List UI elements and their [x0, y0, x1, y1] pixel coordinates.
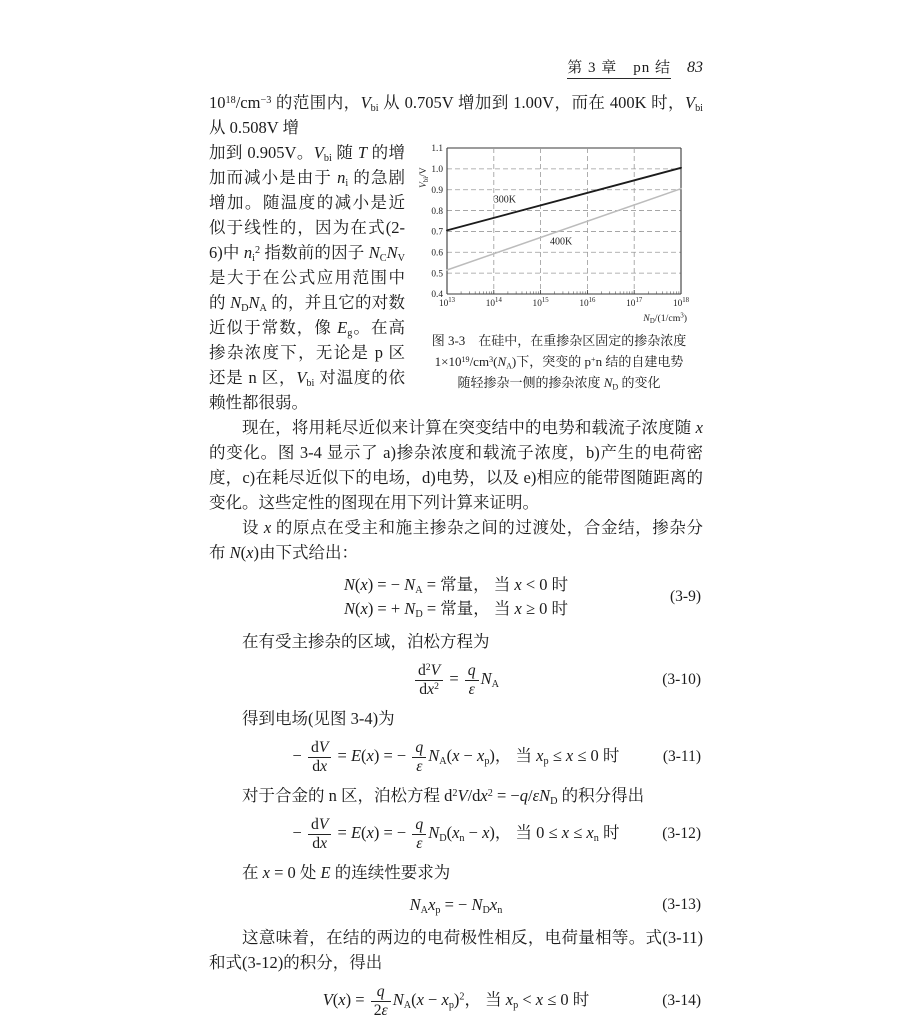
equation-3-13-body: $N_Ax_p$ = − $N_Dx_n$ — [409, 895, 503, 917]
figure-3-3 — [415, 142, 703, 393]
x-tick-label: $10^{14}$ — [485, 297, 502, 309]
paragraph-intro-line: $10^{18}/cm^{-3}$ 的范围内，$V_{bi}$ 从 0.705V 增加到 1.00V，而在 400K 时，$V_{bi}$ 从 0.508V 增 — [209, 93, 704, 137]
equation-number-3-14: (3-14) — [662, 992, 701, 1010]
x-tick-label: $10^{15}$ — [532, 297, 549, 309]
series-line-400K — [447, 189, 681, 270]
equation-3-9-line2: N(x) = + $N_D$ = 常量， 当 x ≥ 0 时 — [343, 599, 569, 621]
series-line-300K — [447, 168, 681, 231]
equation-number-3-13: (3-13) — [662, 896, 701, 914]
equation-3-12 — [209, 816, 703, 852]
figure-caption-line3: 随轻掺杂一侧的掺杂浓度 $N_D$ 的变化 — [457, 375, 661, 392]
equation-3-9-line1: N(x) = − $N_A$ = 常量， 当 x < 0 时 — [343, 575, 569, 597]
equation-3-13 — [209, 893, 703, 917]
equation-3-11-body: − $\frac{dV}{dx}$ = E(x) = − $\frac{q}{\varepsilon}$ $N_A(x - x_p)$， 当 $x_p \le x \le 0$ 时 — [292, 739, 620, 775]
paragraph-depletion: 现在，将用耗尽近似来计算在突变结中的电势和载流子浓度随 x 的变化。图 3-4 显示了 a)掺杂浓度和载流子浓度，b)产生的电荷密度，c)在耗尽近似下的电场，d)电势，以及 e)相应的能带图随距离的变化。这些定性的图现在用下列计算来证明。 — [209, 418, 703, 512]
y-tick-label: 0.5 — [431, 269, 443, 280]
equation-3-10-body: $\frac{d^2V}{dx^2}$ = $\frac{q}{\varepsilon}$ $N_A$ — [413, 662, 499, 698]
equation-3-12-body: − $\frac{dV}{dx}$ = E(x) = − $\frac{q}{\varepsilon}$ $N_D(x_n - x)$， 当 $0 \le x \le x_n$ 时 — [292, 816, 620, 852]
page-number: 83 — [687, 59, 703, 76]
lead-meaning: 这意味着，在结的两边的电荷极性相反，电荷量相等。式(3-11)和式(3-12)的积分，得出 — [209, 928, 703, 973]
running-head — [209, 56, 703, 77]
equation-3-11 — [209, 739, 703, 775]
x-tick-label: $10^{18}$ — [672, 297, 690, 309]
figure-chart — [417, 142, 701, 326]
y-tick-label: 0.4 — [431, 290, 443, 301]
y-tick-label: 0.7 — [431, 227, 443, 238]
chapter-title: 第 3 章 pn 结 — [567, 60, 671, 79]
y-tick-label: 0.6 — [431, 248, 443, 259]
lead-nregion: 对于合金的 n 区，泊松方程 $d^2V/dx^2 = -q/\varepsilon N_D$ 的积分得出 — [242, 786, 645, 808]
paragraph-origin: 设 x 的原点在受主和施主掺杂之间的过渡处，合金结，掺杂分布 N(x)由下式给出： — [209, 518, 704, 562]
equation-number-3-10: (3-10) — [662, 671, 701, 689]
figure-caption-line2: $1\times 10^{19}/cm^3(N_A)$下，突变的 p+n 结的自建电势 — [434, 354, 684, 371]
equation-number-3-12: (3-12) — [662, 825, 701, 843]
y-tick-label: 1.1 — [431, 144, 443, 155]
equation-3-14 — [209, 983, 703, 1019]
figure-caption — [415, 330, 703, 393]
y-tick-label: 1.0 — [431, 165, 443, 176]
equation-number-3-9: (3-9) — [670, 588, 701, 605]
equation-3-14-body: V(x) = $\frac{q}{2\varepsilon}$ $N_A(x - x_p)^2$， 当 $x_p < x \le 0$ 时 — [322, 983, 590, 1019]
x-tick-label: $10^{16}$ — [579, 297, 596, 309]
lead-poisson: 在有受主掺杂的区域，泊松方程为 — [242, 632, 490, 651]
x-axis-title: $N_D/(1/cm^3)$ — [643, 312, 687, 325]
x-tick-label: $10^{13}$ — [438, 297, 456, 309]
figure-caption-line1: 图 3-3 在硅中，在重掺杂区固定的掺杂浓度 — [431, 333, 687, 348]
series-label-400K: 400K — [549, 236, 573, 248]
page-content — [209, 56, 703, 1027]
y-axis-title: $V_{bi}/V$ — [419, 167, 430, 188]
equation-3-9 — [209, 573, 703, 621]
x-tick-label: $10^{17}$ — [626, 297, 643, 309]
lead-continuity: 在 x = 0 处 E 的连续性要求为 — [242, 863, 451, 883]
series-label-300K: 300K — [493, 194, 517, 206]
equation-number-3-11: (3-11) — [662, 748, 701, 766]
y-tick-label: 0.8 — [431, 206, 443, 217]
lead-field: 得到电场(见图 3-4)为 — [242, 709, 395, 729]
equation-3-10 — [209, 662, 703, 698]
paragraph-temperature: 加到 0.905V。$V_{bi}$ 随 T 的增加而减小是由于 $n_i$ 的急剧增加。随温度的减小是近似于线性的，因为在式(2-6)中 $n_i^2$ 指数前的因子 $N_CN_V$ 是大于在公式应用范围中的 $N_DN_A$ 的，并且它的对数近似于常数，像 $E_g$。在高掺杂浓度下，无论是 p 区还是 n 区，$V_{bi}$ 对温度的依赖性都很弱。 — [209, 143, 406, 412]
y-tick-label: 0.9 — [431, 185, 443, 196]
